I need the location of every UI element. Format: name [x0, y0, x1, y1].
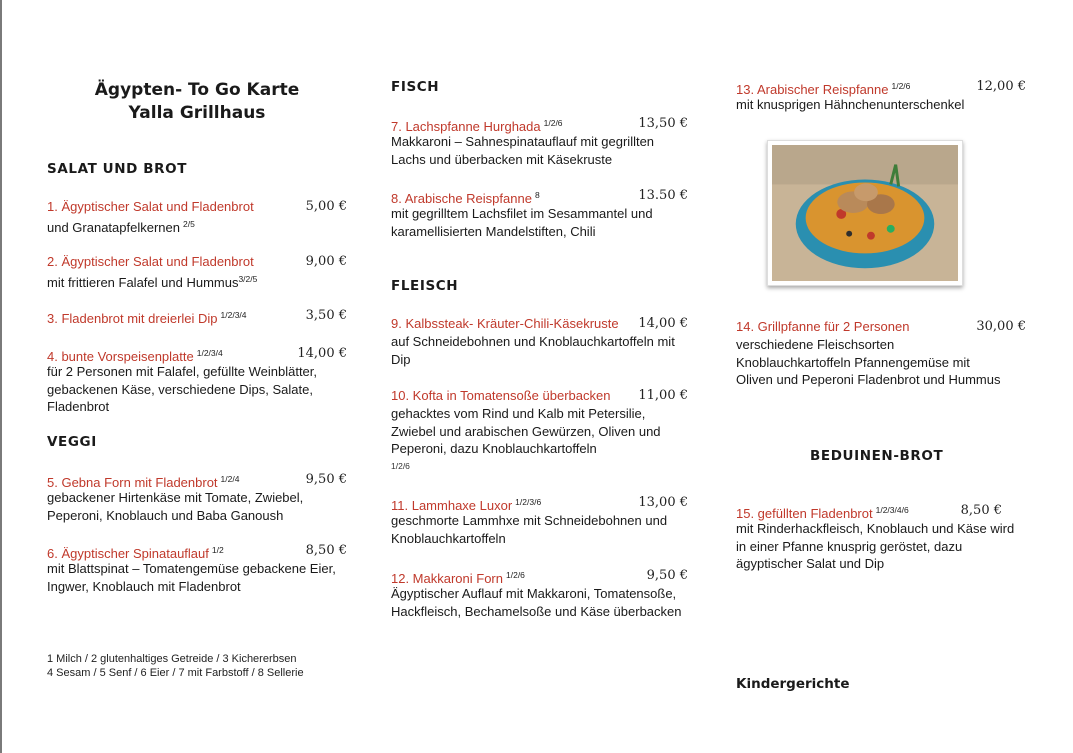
allergen-note: 1/2/6 — [506, 570, 525, 580]
item-name: 7. Lachspfanne Hurghada — [391, 119, 541, 134]
item-name: 5. Gebna Forn mit Fladenbrot — [47, 475, 218, 490]
menu-item-14 — [736, 318, 1026, 389]
section-fisch: FISCH — [391, 79, 440, 95]
item-desc: gebackener Hirtenkäse mit Tomate, Zwiebel, Peperoni, Knoblauch und Baba Ganoush — [47, 490, 304, 523]
item-name: 15. gefüllten Fladenbrot — [736, 506, 873, 521]
allergen-note: 3/2/5 — [238, 274, 258, 284]
item-price: 5,00 € — [305, 199, 347, 214]
menu-item-4 — [47, 345, 347, 416]
allergen-note: 1/2/4 — [220, 474, 240, 484]
item-desc: mit gegrilltem Lachsfilet im Sesammantel und karamellisierten Mandelstiften, Chili — [391, 206, 653, 239]
title-line-2: Yalla Grillhaus — [128, 103, 266, 123]
item-name: 3. Fladenbrot mit dreierlei Dip — [47, 311, 218, 326]
item-name: 8. Arabische Reispfanne — [391, 191, 532, 206]
item-name: 6. Ägyptischer Spinatauflauf — [47, 546, 209, 561]
item-desc: mit Rinderhackfleisch, Knoblauch und Käse wird in einer Pfanne knusprig geröstet, dazu ägyptischer Salat und Dip — [736, 521, 1015, 571]
item-name: 4. bunte Vorspeisenplatte — [47, 349, 194, 364]
menu-item-13 — [736, 78, 1026, 114]
reispfanne-photo — [767, 140, 963, 286]
menu-item-9 — [391, 315, 688, 368]
item-desc: mit Blattspinat – Tomatengemüse gebackene Eier, Ingwer, Knoblauch mit Fladenbrot — [47, 561, 336, 594]
item-price: 13,50 € — [638, 116, 688, 131]
item-price: 9,50 € — [646, 568, 688, 583]
menu-item-6 — [47, 542, 347, 595]
item-price: 8,50 € — [960, 503, 1002, 518]
item-desc: mit knusprigen Hähnchenunterschenkel — [736, 97, 965, 112]
food-photo-illustration — [772, 145, 958, 281]
item-name: 10. Kofta in Tomatensoße überbacken — [391, 388, 611, 403]
item-desc: für 2 Personen mit Falafel, gefüllte Weinblätter, gebackenen Käse, verschiedene Dips, Salate, Fladenbrot — [47, 364, 318, 414]
allergen-note: 1/2/6 — [891, 81, 911, 91]
menu-item-3 — [47, 307, 347, 325]
title-line-1: Ägypten- To Go Karte — [94, 80, 300, 100]
kindergerichte-label: Kindergerichte — [736, 676, 850, 692]
menu-item-7 — [391, 115, 688, 168]
item-desc: verschiedene Fleischsorten Knoblauchkartoffeln Pfannengemüse mit Oliven und Peperoni Fladenbrot und Hummus — [736, 337, 1001, 387]
item-desc: gehacktes vom Rind und Kalb mit Petersilie, Zwiebel und arabischen Gewürzen, Oliven und Peperoni, dazu Knoblauchkartoffeln — [391, 406, 661, 456]
item-name: 1. Ägyptischer Salat und Fladenbrot — [47, 199, 254, 214]
menu-item-10 — [391, 387, 688, 475]
allergen-note: 1/2 — [211, 545, 224, 555]
menu-item-1 — [47, 198, 347, 237]
item-price: 3,50 € — [305, 308, 347, 323]
allergen-note: 1/2/6 — [543, 118, 563, 128]
item-desc: mit frittieren Falafel und Hummus — [47, 275, 239, 290]
section-veggi: VEGGI — [47, 434, 97, 450]
item-price: 13.50 € — [638, 188, 688, 203]
item-name: 12. Makkaroni Forn — [391, 571, 503, 586]
section-beduinen: BEDUINEN-BROT — [810, 448, 944, 464]
item-name: 9. Kalbssteak- Kräuter-Chili-Käsekruste — [391, 316, 619, 331]
section-fleisch: FLEISCH — [391, 278, 459, 294]
allergen-note: 1/2/3/4/6 — [875, 505, 909, 515]
item-price: 8,50 € — [305, 543, 347, 558]
legend-line-1: 1 Milch / 2 glutenhaltiges Getreide / 3 Kichererbsen — [47, 653, 297, 665]
menu-item-2 — [47, 253, 347, 292]
item-price: 13,00 € — [638, 495, 688, 510]
item-desc: geschmorte Lammhxe mit Schneidebohnen und Knoblauchkartoffeln — [391, 513, 668, 546]
allergen-note: 8 — [534, 190, 540, 200]
item-desc: und Granatapfelkernen — [47, 220, 180, 235]
item-name: 11. Lammhaxe Luxor — [391, 498, 513, 513]
item-name: 14. Grillpfanne für 2 Personen — [736, 319, 910, 334]
menu-item-15 — [736, 502, 1015, 573]
item-name: 2. Ägyptischer Salat und Fladenbrot — [47, 254, 254, 269]
menu-item-11 — [391, 494, 688, 547]
item-price: 9,00 € — [305, 254, 347, 269]
item-price: 11,00 € — [638, 388, 688, 403]
menu-item-12 — [391, 567, 688, 620]
allergen-note: 2/5 — [182, 219, 195, 229]
item-desc: Makkaroni – Sahnespinatauflauf mit gegrillten Lachs und überbacken mit Käsekruste — [391, 134, 655, 167]
allergen-legend — [47, 652, 367, 680]
allergen-note: 1/2/3/4 — [220, 310, 247, 320]
allergen-note: 1/2/6 — [391, 460, 410, 471]
menu-title — [47, 79, 347, 125]
item-name: 13. Arabischer Reispfanne — [736, 82, 889, 97]
item-price: 12,00 € — [976, 79, 1026, 94]
item-price: 30,00 € — [976, 319, 1026, 334]
allergen-note: 1/2/3/4 — [196, 348, 223, 358]
item-price: 14,00 € — [638, 316, 688, 331]
item-price: 14,00 € — [297, 346, 347, 361]
item-desc: Ägyptischer Auflauf mit Makkaroni, Tomatensoße, Hackfleisch, Bechamelsoße und Käse überbacken — [391, 586, 682, 619]
menu-item-8 — [391, 187, 688, 240]
menu-item-5 — [47, 471, 347, 524]
item-desc: auf Schneidebohnen und Knoblauchkartoffeln mit Dip — [391, 334, 675, 367]
section-salat: SALAT UND BROT — [47, 161, 188, 177]
page-border — [0, 0, 2, 753]
allergen-note: 1/2/3/6 — [515, 497, 542, 507]
legend-line-2: 4 Sesam / 5 Senf / 6 Eier / 7 mit Farbstoff / 8 Sellerie — [47, 667, 304, 679]
item-price: 9,50 € — [305, 472, 347, 487]
